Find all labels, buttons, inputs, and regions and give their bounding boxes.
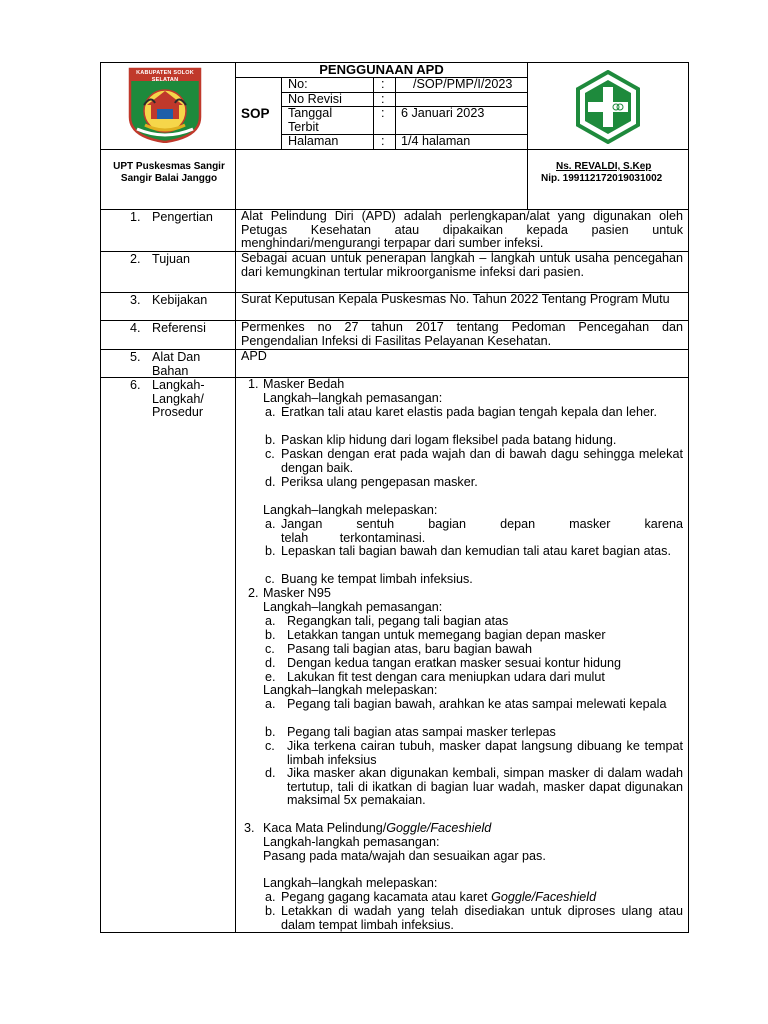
- field-tanggal-value: 6 Januari 2023: [401, 106, 485, 120]
- step-text-plain: Pegang gagang kacamata atau karet: [281, 890, 492, 904]
- section-text-tujuan: Sebagai acuan untuk penerapan langkah – langkah untuk usaha pencegahan dari kemungkinan tertular mikroorganisme infeksi dari pasien.: [241, 251, 683, 279]
- section-text-referensi: Permenkes no 27 tahun 2017 tentang Pedoman Pencegahan dan Pengendalian Infeksi di Fasilitas Pelayanan Kesehatan.: [241, 320, 683, 348]
- procedure-title-italic: Goggle/Faceshield: [386, 821, 492, 835]
- puskesmas-logo: [574, 70, 642, 144]
- section-label: Pengertian: [152, 210, 213, 224]
- regency-logo: [127, 67, 203, 143]
- step-text: Pegang tali bagian atas sampai masker terlepas: [287, 725, 556, 739]
- section-text-kebijakan: Surat Keputusan Kepala Puskesmas No. Tahun 2022 Tentang Program Mutu: [241, 292, 670, 306]
- step-label: a.: [265, 697, 276, 711]
- procedure-subheading: Langkah–langkah melepaskan:: [263, 876, 438, 890]
- sop-label: SOP: [241, 106, 270, 121]
- procedure-subheading: Langkah–langkah pemasangan:: [263, 391, 443, 405]
- procedure-subheading: Langkah–langkah melepaskan:: [263, 683, 438, 697]
- signer-name: Ns. REVALDI, S.Kep: [556, 161, 652, 172]
- step-label: c.: [265, 447, 275, 461]
- step-text: Jika terkena cairan tubuh, masker dapat langsung dibuang ke tempat limbah infeksius: [287, 739, 683, 767]
- procedure-number: 3.: [244, 821, 255, 835]
- field-no-value: /SOP/PMP/I/2023: [413, 77, 513, 91]
- procedure-title: Masker N95: [263, 586, 331, 600]
- step-text: Buang ke tempat limbah infeksius.: [281, 572, 473, 586]
- field-no-sep: :: [381, 77, 385, 91]
- field-halaman-label: Halaman: [288, 134, 339, 148]
- step-text: Paskan dengan erat pada wajah dan di bawah dagu sehingga melekat dengan baik.: [281, 447, 683, 475]
- step-text: Letakkan di wadah yang telah disediakan untuk diproses ulang atau dalam tempat limbah infeksius.: [281, 904, 683, 932]
- section-label: Alat Dan Bahan: [152, 350, 201, 378]
- procedure-subheading: Langkah-langkah pemasangan:: [263, 835, 440, 849]
- step-text: Jika masker akan digunakan kembali, simpan masker di dalam wadah tertutup, tali di ikatkan di bagian luar wadah, masker dapat digunakan maksimal 5x pemakaian.: [287, 766, 683, 808]
- section-number: 4.: [130, 321, 141, 335]
- field-tanggal-label: Tanggal Terbit: [288, 106, 333, 134]
- step-label: b.: [265, 433, 276, 447]
- field-revisi-sep: :: [381, 92, 385, 106]
- procedure-title-text: Kaca Mata Pelindung/: [263, 821, 387, 835]
- organization-name: UPT Puskesmas Sangir Sangir Balai Janggo: [113, 161, 225, 184]
- section-number: 1.: [130, 210, 141, 224]
- step-text: Letakkan tangan untuk memegang bagian depan masker: [287, 628, 606, 642]
- signer-nip: Nip. 199112172019031002: [541, 173, 663, 184]
- step-label: d.: [265, 656, 276, 670]
- procedure-title: [263, 822, 491, 836]
- step-label: c.: [265, 572, 275, 586]
- step-text: Paskan klip hidung dari logam fleksibel pada batang hidung.: [281, 433, 617, 447]
- step-label: c.: [265, 642, 275, 656]
- section-number: 6.: [130, 378, 141, 392]
- section-number: 5.: [130, 350, 141, 364]
- section-label: Kebijakan: [152, 293, 208, 307]
- field-halaman-value: 1/4 halaman: [401, 134, 471, 148]
- section-label: Tujuan: [152, 252, 191, 266]
- step-label: b.: [265, 904, 276, 918]
- field-tanggal-sep: :: [381, 106, 385, 120]
- step-label: c.: [265, 739, 275, 753]
- step-label: b.: [265, 725, 276, 739]
- section-text-pengertian: Alat Pelindung Diri (APD) adalah perlengkapan/alat yang digunakan oleh Petugas Kesehatan atau dipakaikan kepada pasien untuk menghindari/mengurangi terpapar dari sumber infeksi.: [241, 209, 683, 251]
- procedure-number: 1.: [248, 377, 259, 391]
- step-text: Eratkan tali atau karet elastis pada bagian tengah kepala dan leher.: [281, 405, 657, 419]
- procedure-title: Masker Bedah: [263, 377, 345, 391]
- step-text: Regangkan tali, pegang tali bagian atas: [287, 614, 509, 628]
- step-text-italic: Goggle/Faceshield: [491, 890, 597, 904]
- procedure-text: Pasang pada mata/wajah dan sesuaikan agar pas.: [263, 849, 546, 863]
- step-label: d.: [265, 475, 276, 489]
- procedure-subheading: Langkah–langkah pemasangan:: [263, 600, 443, 614]
- section-text-alat: APD: [241, 349, 267, 363]
- step-text: Lakukan fit test dengan cara meniupkan udara dari mulut: [287, 670, 605, 684]
- step-label: b.: [265, 628, 276, 642]
- section-label: Referensi: [152, 321, 206, 335]
- document-title: PENGGUNAAN APD: [319, 62, 444, 77]
- step-label: e.: [265, 670, 276, 684]
- step-label: a.: [265, 614, 276, 628]
- step-label: b.: [265, 544, 276, 558]
- procedure-number: 2.: [248, 586, 259, 600]
- step-label: a.: [265, 405, 276, 419]
- field-no-label: No:: [288, 77, 308, 91]
- step-label: a.: [265, 890, 276, 904]
- step-text: Dengan kedua tangan eratkan masker sesuai kontur hidung: [287, 656, 621, 670]
- field-halaman-sep: :: [381, 134, 385, 148]
- procedure-subheading: Langkah–langkah melepaskan:: [263, 503, 438, 517]
- step-text: Pegang tali bagian bawah, arahkan ke atas sampai melewati kepala: [287, 697, 667, 711]
- step-text: [281, 891, 596, 905]
- step-label: d.: [265, 766, 276, 780]
- field-revisi-label: No Revisi: [288, 92, 342, 106]
- step-label: a.: [265, 517, 276, 531]
- step-text: Pasang tali bagian atas, baru bagian bawah: [287, 642, 533, 656]
- section-number: 3.: [130, 293, 141, 307]
- section-label: Langkah-Langkah/ Prosedur: [152, 378, 205, 420]
- section-number: 2.: [130, 252, 141, 266]
- step-text: Lepaskan tali bagian bawah dan kemudian tali atau karet bagian atas.: [281, 544, 671, 558]
- regency-logo-text: KABUPATEN SOLOK SELATAN: [136, 70, 194, 83]
- step-text: Jangan sentuh bagian depan masker karena telah terkontaminasi.: [281, 517, 683, 545]
- step-text: Periksa ulang pengepasan masker.: [281, 475, 478, 489]
